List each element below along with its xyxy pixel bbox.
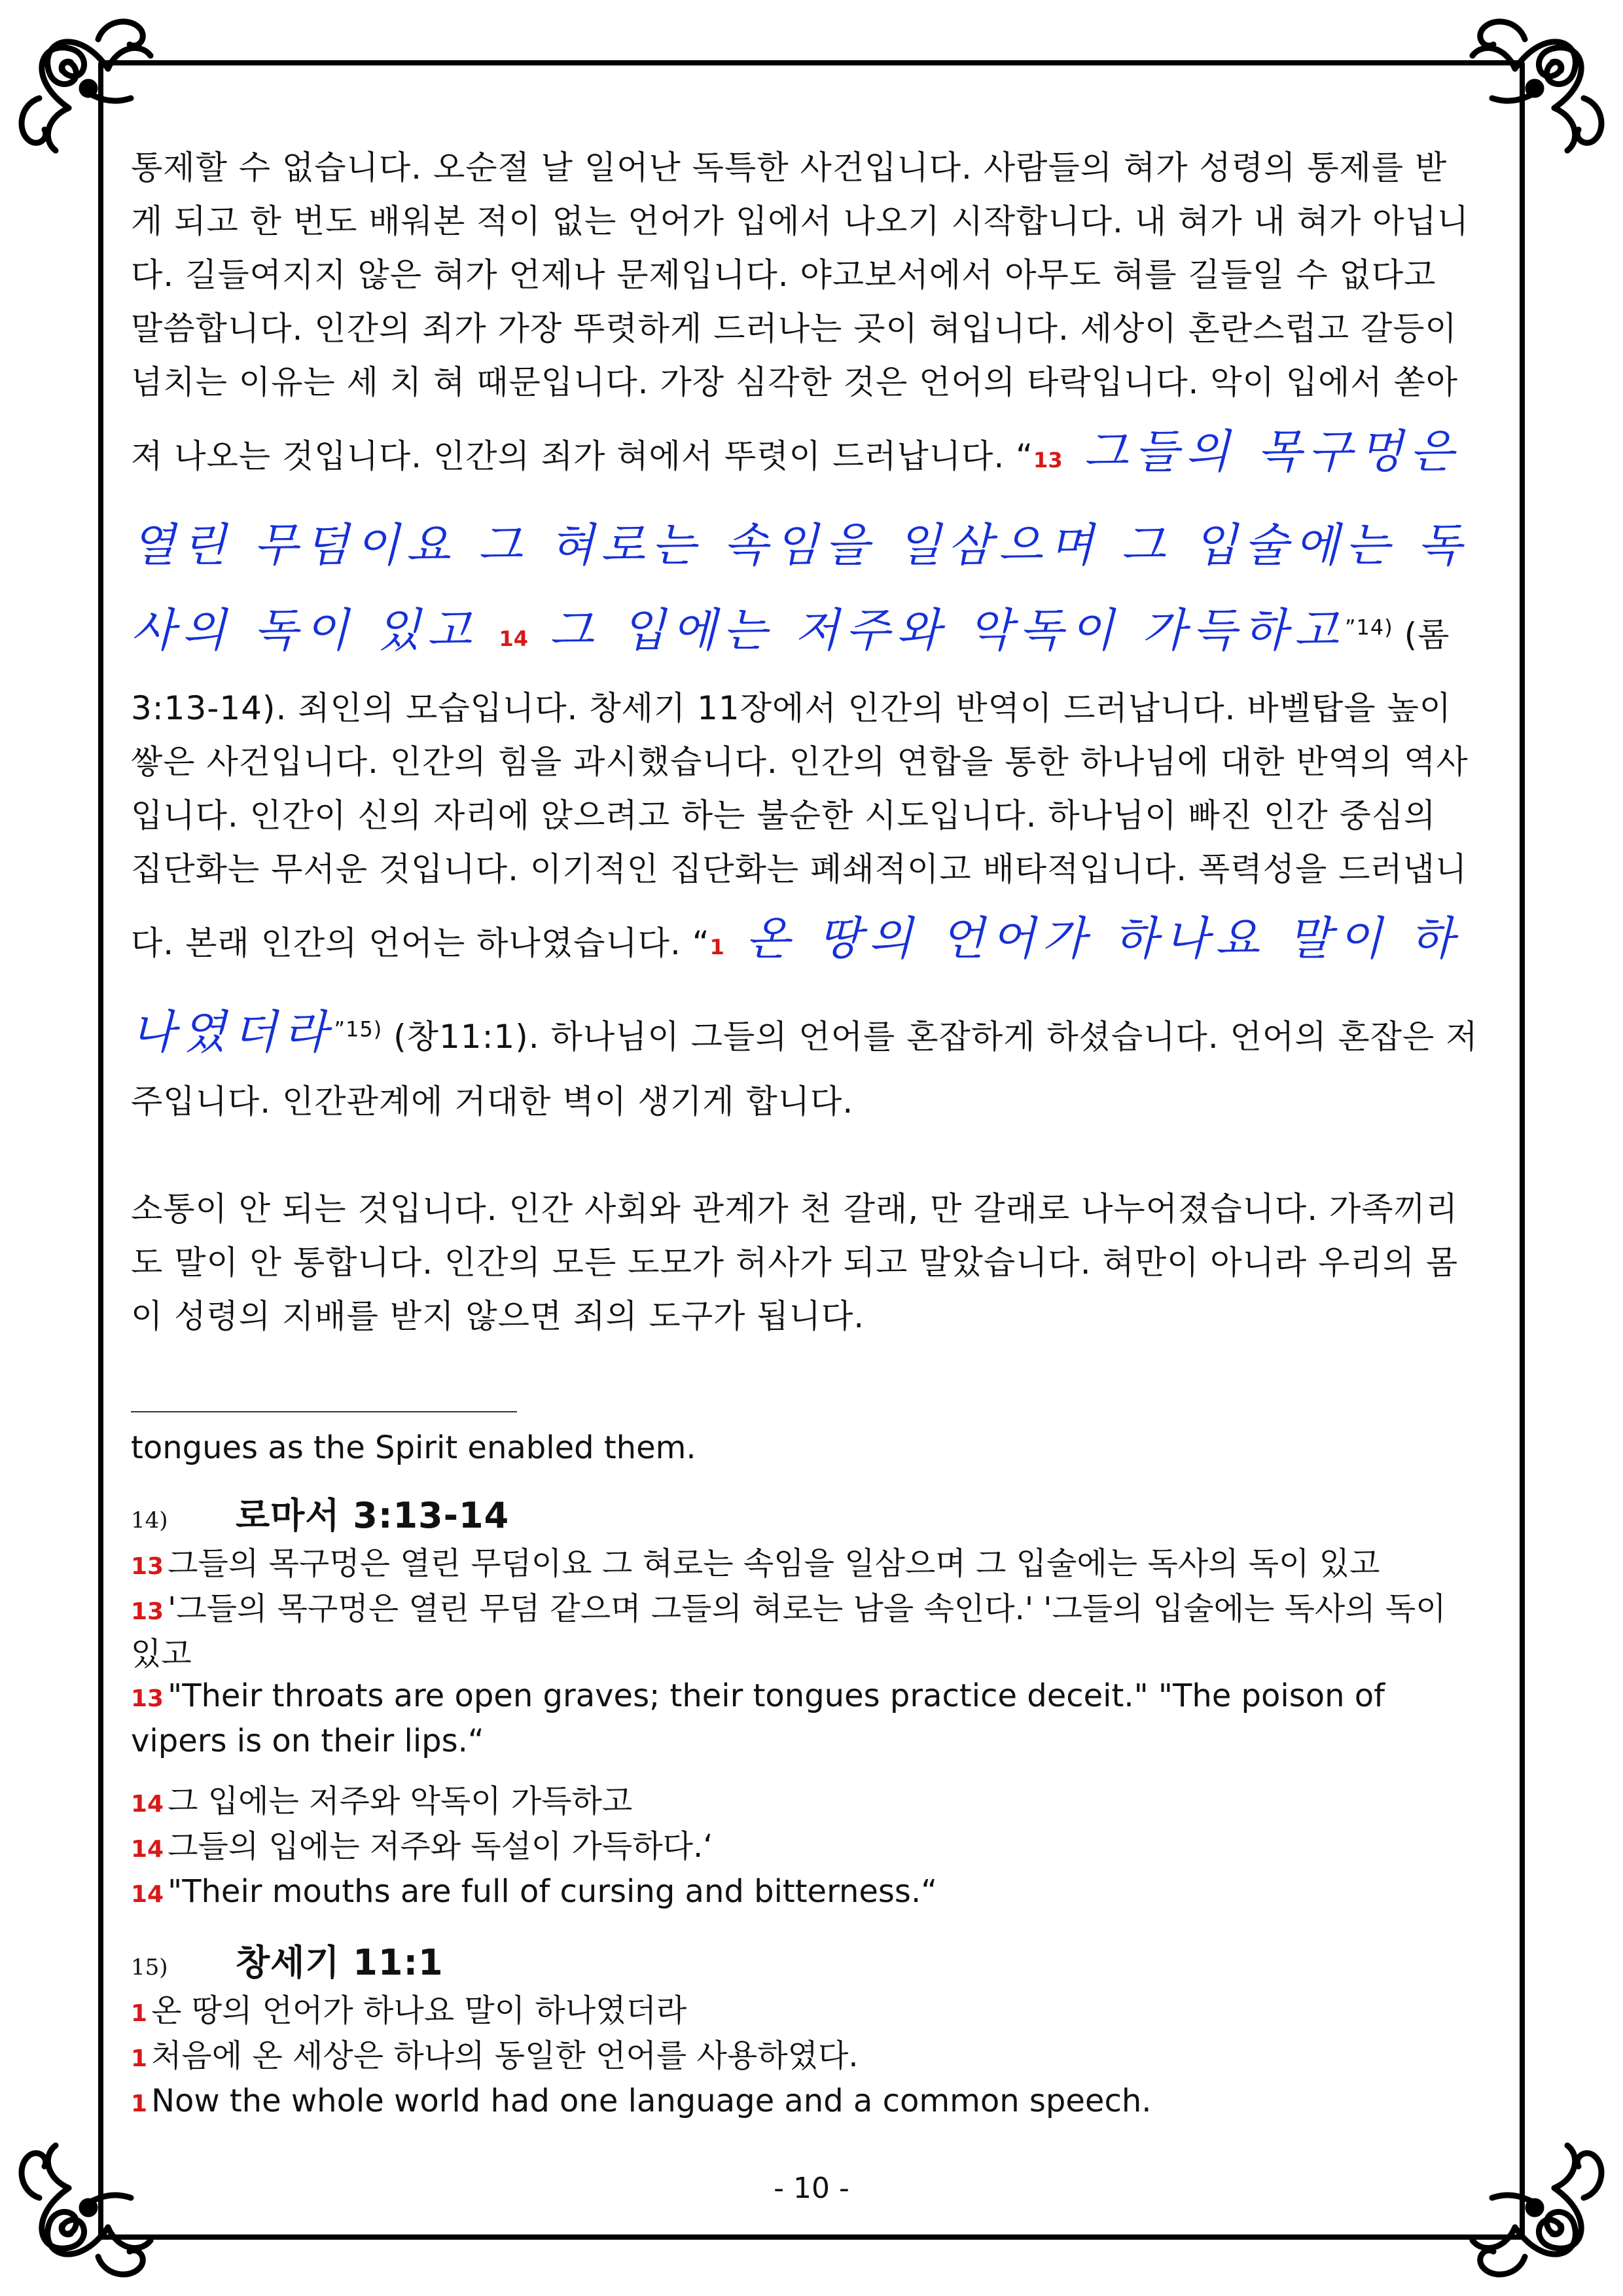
footnote-verse-line [131, 1675, 1479, 1762]
footnote-15-number: 15) [131, 1954, 168, 1981]
verse-number-1: 1 [709, 935, 724, 960]
verse-text-1: 온 땅의 언어가 하나요 말이 하나였더라 [131, 912, 1461, 1059]
paragraph-gap [131, 1128, 1479, 1182]
paragraph-1-part-a: 통제할 수 없습니다. 오순절 날 일어난 독특한 사건입니다. 사람들의 혀가 성령의 통제를 받게 되고 한 번도 배워본 적이 없는 언어가 입에서 나오기 시작합니다. 내 혀가 내 혀가 아닙니다. 길들여지지 않은 혀가 언제나 문제입니다. 야고보서에서 아무도 혀를 길들일 수 없다고 말씀합니다. 인간의 죄가 가장 뚜렷하게 드러나는 곳이 혀입니다. 세상이 혼란스럽고 갈등이 넘치는 이유는 세 치 혀 때문입니다. 가장 심각한 것은 언어의 타락입니다. 악이 입에서 쏟아져 나오는 것입니다. 인간의 죄가 혀에서 뚜렷이 드러납니다. “ [131, 149, 1470, 475]
verse-number: 13 [131, 1553, 164, 1580]
verse-text-14: 그 입에는 저주와 악독이 가득하고 [528, 603, 1345, 657]
verse-line-text: 그들의 입에는 저주와 독설이 가득하다.‘ [168, 1828, 713, 1865]
corner-ornament-bottom-left [0, 2119, 177, 2296]
verse-line-text: 온 땅의 언어가 하나요 말이 하나였더라 [151, 1992, 687, 2029]
footnote-15-title: 창세기 11:1 [236, 1942, 444, 1983]
footnote-14 [131, 1495, 1479, 1916]
footnote-verse-line [131, 1588, 1479, 1675]
page-number: - 10 - [774, 2172, 849, 2205]
verse-text-13: 그들의 목구멍은 열린 무덤이요 그 혀로는 속임을 일삼으며 그 입술에는 독사의 독이 있고 [131, 425, 1469, 657]
paragraph-1-part-b: (롬3:13-14). 죄인의 모습입니다. 창세기 11장에서 인간의 반역이 드러납니다. 바벨탑을 높이 쌓은 사건입니다. 인간의 힘을 과시했습니다. 인간의 연합을 통한 하나님에 대한 반역의 역사입니다. 인간이 신의 자리에 앉으려고 하는 불순한 시도입니다. 하나님이 빠진 인간 중심의 집단화는 무서운 것입니다. 이기적인 집단화는 폐쇄적이고 배타적입니다. 폭력성을 드러냅니다. 본래 인간의 언어는 하나였습니다. “ [131, 616, 1469, 962]
verse-line-text: Now the whole world had one language and a common speech. [151, 2083, 1152, 2119]
main-body-text [131, 141, 1479, 1343]
paragraph-1 [131, 141, 1479, 1128]
footnote-verse-line [131, 2035, 1479, 2080]
verse-number: 1 [131, 2090, 148, 2117]
footnote-ref-14[interactable]: ”14) [1344, 615, 1393, 640]
verse-line-text: "Their throats are open graves; their tongues practice deceit." "The poison of vipers is on their lips.“ [131, 1677, 1385, 1759]
verse-line-text: '그들의 목구멍은 열린 무덤 같으며 그들의 혀로는 남을 속인다.' '그들의 입술에는 독사의 독이 있고 [131, 1590, 1446, 1672]
paragraph-2: 소통이 안 되는 것입니다. 인간 사회와 관계가 천 갈래, 만 갈래로 나누어졌습니다. 가족끼리도 말이 안 통합니다. 인간의 모든 도모가 허사가 되고 말았습니다. 혀만이 아니라 우리의 몸이 성령의 지배를 받지 않으면 죄의 도구가 됩니다. [131, 1190, 1459, 1335]
verse-number: 13 [131, 1685, 164, 1712]
verse-line-text: 그들의 목구멍은 열린 무덤이요 그 혀로는 속임을 일삼으며 그 입술에는 독사의 독이 있고 [168, 1545, 1380, 1582]
footnote-14-heading [131, 1495, 1479, 1541]
verse-line-text: 그 입에는 저주와 악독이 가득하고 [168, 1783, 633, 1820]
footnote-15 [131, 1942, 1479, 2125]
verse-number: 14 [131, 1881, 164, 1908]
footnote-continuation: tongues as the Spirit enabled them. [131, 1429, 696, 1466]
footnote-15-heading [131, 1942, 1479, 1988]
verse-line-text: 처음에 온 세상은 하나의 동일한 언어를 사용하였다. [151, 2037, 859, 2074]
footnote-14-number: 14) [131, 1507, 168, 1534]
footnote-verse-line [131, 1825, 1479, 1871]
footnote-separator [131, 1411, 517, 1412]
footnote-ref-15[interactable]: ”15) [334, 1016, 383, 1042]
verse-number: 13 [131, 1598, 164, 1625]
verse-number: 1 [131, 2000, 148, 2027]
footnote-verse-line [131, 1871, 1479, 1916]
verse-number: 1 [131, 2045, 148, 2072]
verse-number: 14 [131, 1836, 164, 1863]
footnote-14-title: 로마서 3:13-14 [236, 1495, 510, 1536]
footnote-verse-line [131, 1780, 1479, 1825]
verse-number-14: 14 [499, 626, 529, 651]
verse-number: 14 [131, 1791, 164, 1818]
footnote-verse-line [131, 2080, 1479, 2125]
verse-line-text: "Their mouths are full of cursing and bitterness.“ [168, 1873, 938, 1910]
corner-ornament-bottom-right [1446, 2119, 1623, 2296]
footnotes-section [131, 1427, 1479, 2125]
verse-number-13: 13 [1033, 448, 1063, 473]
paragraph-1-part-c: (창11:1). 하나님이 그들의 언어를 혼잡하게 하셨습니다. 언어의 혼잡은 저주입니다. 인간관계에 거대한 벽이 생기게 합니다. [131, 1018, 1478, 1121]
footnote-verse-line [131, 1990, 1479, 2035]
footnote-verse-line [131, 1543, 1479, 1588]
